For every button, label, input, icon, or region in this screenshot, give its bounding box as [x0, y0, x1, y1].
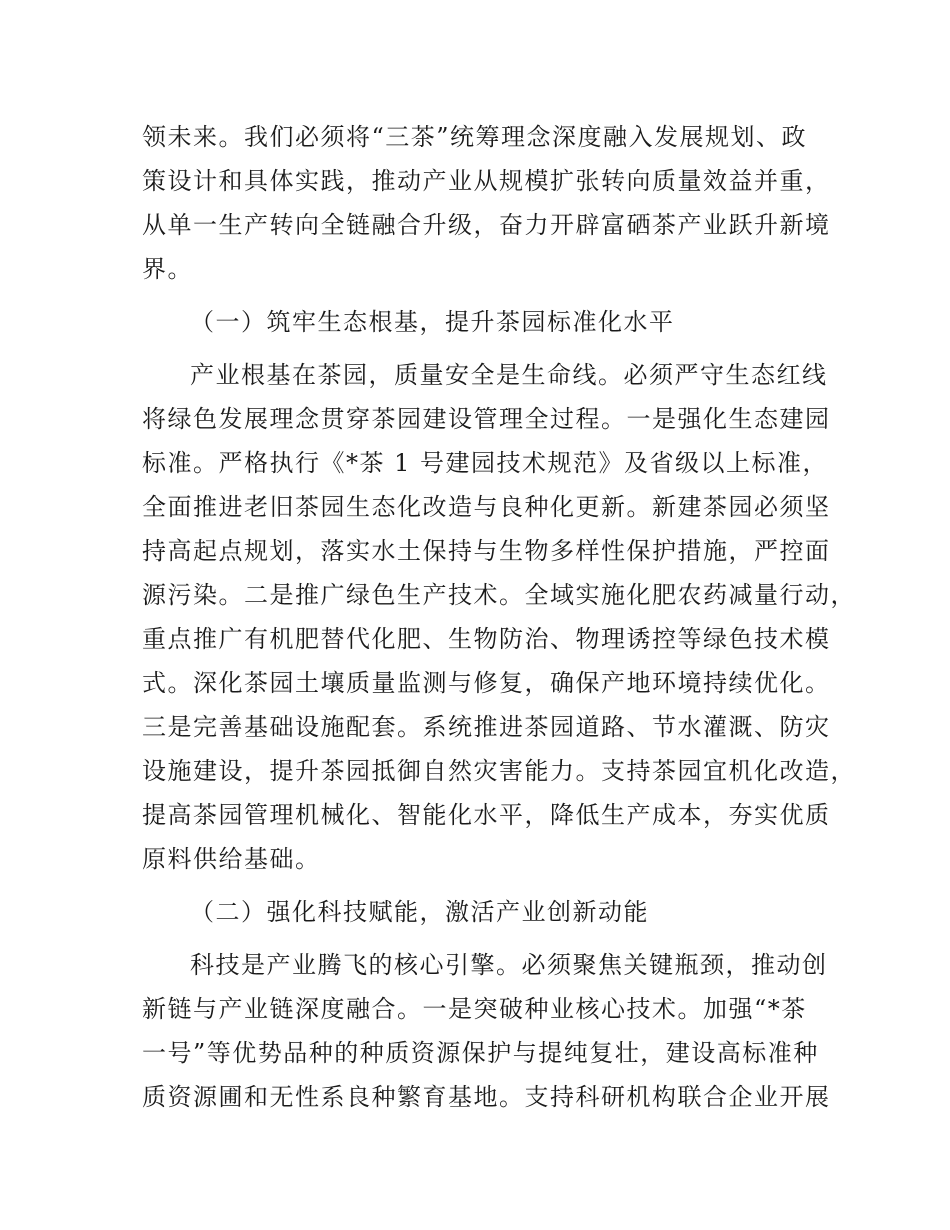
text-line: 三是完善基础设施配套。系统推进茶园道路、节水灌溉、防灾 [142, 713, 831, 741]
text-line: 标准。严格执行《*茶 1 号建园技术规范》及省级以上标准， [142, 449, 829, 477]
section-heading-2 [142, 890, 832, 934]
text-line: 策设计和具体实践，推动产业从规模扩张转向质量效益并重， [142, 167, 831, 195]
paragraph-continuation [142, 115, 832, 291]
text-line: 界。 [142, 255, 193, 283]
document-body [142, 115, 856, 1119]
text-line: 产业根基在茶园，质量安全是生命线。必须严守生态红线 [190, 361, 828, 389]
text-line: 将绿色发展理念贯穿茶园建设管理全过程。一是强化生态建园 [142, 405, 831, 433]
section-heading-text: （一）筑牢生态根基，提升茶园标准化水平 [190, 308, 675, 336]
text-line: 提高茶园管理机械化、智能化水平，降低生产成本，夯实优质 [142, 801, 831, 829]
text-line: 科技是产业腾飞的核心引擎。必须聚焦关键瓶颈，推动创 [190, 951, 828, 979]
text-line: 领未来。我们必须将“三茶”统筹理念深度融入发展规划、政 [142, 123, 808, 151]
text-line: 质资源圃和无性系良种繁育基地。支持科研机构联合企业开展 [142, 1083, 831, 1111]
text-line: 新链与产业链深度融合。一是突破种业核心技术。加强“*茶 [142, 995, 807, 1023]
paragraph-technology [142, 943, 832, 1119]
text-line: 源污染。二是推广绿色生产技术。全域实施化肥农药减量行动， [142, 581, 856, 609]
text-line: 持高起点规划，落实水土保持与生物多样性保护措施，严控面 [142, 537, 831, 565]
text-line: 设施建设，提升茶园抵御自然灾害能力。支持茶园宜机化改造， [142, 757, 856, 785]
text-line: 重点推广有机肥替代化肥、生物防治、物理诱控等绿色技术模 [142, 625, 831, 653]
text-line: 原料供给基础。 [142, 845, 321, 873]
section-heading-text: （二）强化科技赋能，激活产业创新动能 [190, 898, 649, 926]
paragraph-ecology [142, 353, 856, 881]
text-line: 式。深化茶园土壤质量监测与修复，确保产地环境持续优化。 [142, 669, 831, 697]
section-heading-1 [142, 300, 832, 344]
text-line: 一号”等优势品种的种质资源保护与提纯复壮，建设高标准种 [142, 1039, 819, 1067]
text-line: 从单一生产转向全链融合升级，奋力开辟富硒茶产业跃升新境 [142, 211, 831, 239]
text-line: 全面推进老旧茶园生态化改造与良种化更新。新建茶园必须坚 [142, 493, 831, 521]
